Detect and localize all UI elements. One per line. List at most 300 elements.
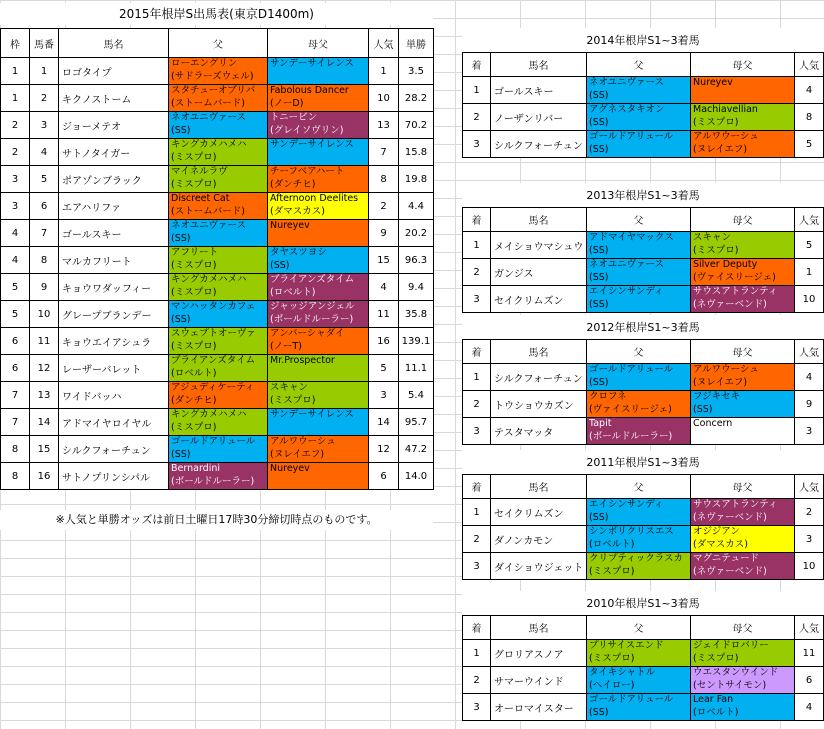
bms-cell [268,301,369,328]
past-sire-cell-line2: (SS) [589,299,609,310]
sire-cell-line1: スタチューオブリバ [171,85,256,96]
past-year-title-row [463,28,824,53]
past-header-cell: 父 [587,208,691,232]
bms-cell-line1: Mr.Prospector [270,355,335,366]
past-header-cell: 父 [587,340,691,364]
past-horse-name-cell: グロリアスノア [491,640,587,667]
bms-cell-line2: (ノーT) [270,341,302,352]
sire-cell-line1: ゴールドアリュール [171,436,256,447]
past-sire-cell-line2: (SS) [589,377,609,388]
past-sire-cell [587,553,691,580]
sire-cell-line2: (ストームバード) [171,98,245,109]
waku-cell: 4 [1,220,30,247]
bms-cell-line1: ブライアンズタイム [270,274,355,285]
sire-cell [169,463,268,490]
past-bms-cell [691,694,795,721]
odds-cell: 19.8 [399,166,434,193]
past-header-row [463,208,824,232]
past-sire-cell-line2: (SS) [589,512,609,523]
sire-cell-line2: (SS) [171,233,191,244]
past-results-table [462,183,824,313]
past-results-table [462,315,824,445]
odds-cell: 20.2 [399,220,434,247]
horse-name-cell: グレープブランデー [59,301,169,328]
horse-name-cell: サトノタイガー [59,139,169,166]
bms-cell-line1: アルワウーシュ [270,436,336,447]
past-sire-cell-line2: (ボールドルーラー) [589,431,673,442]
past-results-table [462,28,824,158]
entry-row [1,436,434,463]
past-bms-cell [691,131,795,158]
odds-cell: 139.1 [399,328,434,355]
past-sire-cell [587,499,691,526]
popularity-cell: 3 [369,382,399,409]
bms-cell-line1: Nureyev [270,463,310,474]
past-horse-name-cell: テスタマッタ [491,418,587,445]
past-row [463,364,824,391]
past-sire-cell-line1: クロフネ [589,391,627,402]
past-sire-cell-line1: シンボリクリスエス [589,526,674,537]
umaban-cell: 11 [30,328,59,355]
past-header-cell: 母父 [691,616,795,640]
past-bms-cell-line1: Concern [693,418,733,429]
umaban-cell: 4 [30,139,59,166]
sire-cell-line1: ブライアンズタイム [171,355,256,366]
past-popularity-cell: 3 [795,418,824,445]
horse-name-cell: レーザーバレット [59,355,169,382]
odds-cell: 96.3 [399,247,434,274]
past-sire-cell-line2: (SS) [589,144,609,155]
bms-cell [268,274,369,301]
past-bms-cell-line2: (ネヴァーベンド) [693,512,767,523]
entry-row [1,382,434,409]
popularity-cell: 13 [369,112,399,139]
odds-note: ※人気と単勝オッズは前日土曜日17時30分締切時点のものです。 [0,510,433,530]
past-bms-cell-line1: Machiavellian [693,104,758,115]
past-bms-cell-line2: (ネヴァーベンド) [693,566,767,577]
bms-cell [268,193,369,220]
past-year-title-row [463,315,824,340]
popularity-cell: 5 [369,355,399,382]
past-bms-cell [691,391,795,418]
entry-row [1,193,434,220]
bms-cell-line1: ジャッジアンジェル [270,301,355,312]
sire-cell-line2: (ミスプロ) [171,341,217,352]
waku-cell: 1 [1,85,30,112]
bms-cell [268,436,369,463]
umaban-cell: 7 [30,220,59,247]
popularity-cell: 1 [369,58,399,85]
header-cell: 馬名 [59,29,169,58]
rank-cell: 1 [463,640,491,667]
past-header-cell: 馬名 [491,53,587,77]
past-popularity-cell: 5 [795,232,824,259]
sire-cell-line1: Discreet Cat [171,193,230,204]
past-row [463,77,824,104]
bms-cell-line2: (ダマスカス) [270,206,325,217]
horse-name-cell: ロゴタイプ [59,58,169,85]
past-bms-cell-line2: (セントサイモン) [693,680,767,691]
bms-cell-line2: (ミスプロ) [270,395,316,406]
past-year-title-row [463,183,824,208]
umaban-cell: 6 [30,193,59,220]
horse-name-cell: キクノストーム [59,85,169,112]
sire-cell [169,274,268,301]
past-header-cell: 母父 [691,340,795,364]
odds-cell: 35.8 [399,301,434,328]
entry-row [1,139,434,166]
bms-cell-line2: (ヌレイエフ) [270,449,325,460]
umaban-cell: 16 [30,463,59,490]
past-header-cell: 着 [463,53,491,77]
past-row [463,667,824,694]
sire-cell-line2: (ミスプロ) [171,422,217,433]
entry-row [1,166,434,193]
popularity-cell: 9 [369,220,399,247]
sire-cell [169,166,268,193]
past-bms-cell-line2: (ロベルト) [693,707,739,718]
past-sire-cell-line2: (SS) [589,707,609,718]
past-header-cell: 母父 [691,475,795,499]
past-bms-cell-line2: (ヌレイエフ) [693,144,748,155]
past-header-cell: 人気 [795,475,824,499]
header-cell: 母父 [268,29,369,58]
sire-cell-line2: (ボールドルーラー) [171,476,255,487]
past-horse-name-cell: ゴールスキー [491,77,587,104]
past-sire-cell [587,364,691,391]
past-horse-name-cell: ガンジス [491,259,587,286]
entry-row [1,58,434,85]
rank-cell: 3 [463,418,491,445]
header-cell: 単勝 [399,29,434,58]
past-sire-cell [587,694,691,721]
umaban-cell: 1 [30,58,59,85]
waku-cell: 8 [1,463,30,490]
past-sire-cell [587,259,691,286]
bms-cell [268,58,369,85]
entry-row [1,112,434,139]
sire-cell-line2: (ミスプロ) [171,152,217,163]
waku-cell: 3 [1,166,30,193]
umaban-cell: 8 [30,247,59,274]
past-year-title: 2014年根岸S1~3着馬 [586,34,700,47]
past-header-cell: 着 [463,616,491,640]
sire-cell [169,301,268,328]
past-row [463,694,824,721]
bms-cell-line1: スキャン [270,382,309,393]
sire-cell-line2: (サドラーズウェル) [171,71,254,82]
rank-cell: 3 [463,286,491,313]
past-header-cell: 人気 [795,616,824,640]
past-sire-cell-line1: ネオユニヴァース [589,259,665,270]
page-title: 2015年根岸S出馬表(東京D1400m) [0,3,433,25]
popularity-cell: 7 [369,139,399,166]
bms-cell-line2: (ノーD) [270,98,304,109]
odds-cell: 70.2 [399,112,434,139]
past-sire-cell-line2: (SS) [589,272,609,283]
sire-cell-line2: (ロベルト) [171,368,217,379]
past-bms-cell [691,286,795,313]
horse-name-cell: シルクフォーチュン [59,436,169,463]
bms-cell [268,355,369,382]
rank-cell: 2 [463,391,491,418]
sire-cell-line1: キングカメハメハ [171,409,247,420]
popularity-cell: 16 [369,328,399,355]
past-bms-cell-line2: (ミスプロ) [693,245,739,256]
sire-cell-line2: (SS) [171,125,191,136]
sire-cell-line1: マンハッタンカフェ [171,301,256,312]
past-header-cell: 着 [463,340,491,364]
entry-row [1,85,434,112]
bms-cell [268,166,369,193]
past-row [463,553,824,580]
past-bms-cell-line1: Nureyev [693,77,733,88]
past-sire-cell [587,77,691,104]
past-results-table [462,591,824,721]
past-horse-name-cell: シルクフォーチュン [491,364,587,391]
sire-cell [169,58,268,85]
bms-cell-line2 [270,476,368,489]
past-bms-cell-line1: サウスアトランティ [693,286,778,297]
bms-cell-line2: (ボールドルーラー) [270,314,354,325]
waku-cell: 1 [1,58,30,85]
past-sire-cell-line1: プリサイスエンド [589,640,664,651]
entry-row [1,301,434,328]
bms-cell [268,328,369,355]
past-sire-cell [587,526,691,553]
rank-cell: 2 [463,104,491,131]
umaban-cell: 14 [30,409,59,436]
sire-cell-line1: マイネルラヴ [171,166,228,177]
past-year-title-row [463,591,824,616]
past-sire-cell-line1: アドマイヤマックス [589,232,674,243]
past-bms-cell-line1: アルワウーシュ [693,364,759,375]
header-cell: 枠 [1,29,30,58]
past-header-cell: 母父 [691,53,795,77]
past-sire-cell-line1: アグネスタキオン [589,104,665,115]
past-sire-cell-line2: (SS) [589,245,609,256]
odds-cell: 15.8 [399,139,434,166]
past-header-cell: 父 [587,53,691,77]
past-year-title: 2012年根岸S1~3着馬 [586,321,700,334]
bms-cell [268,220,369,247]
entry-row [1,409,434,436]
sire-cell-line2: (SS) [171,449,191,460]
past-row [463,499,824,526]
past-bms-cell-line2: (ネヴァーベンド) [693,299,767,310]
past-bms-cell [691,77,795,104]
horse-name-cell: ワイドバッハ [59,382,169,409]
sire-cell-line2: (ミスプロ) [171,287,217,298]
sire-cell-line2: (SS) [171,314,191,325]
past-bms-cell-line2: (ヴァイスリージェ) [693,272,776,283]
past-sire-cell-line1: Tapit [589,418,612,429]
past-popularity-cell: 2 [795,499,824,526]
past-year-title: 2011年根岸S1~3着馬 [586,456,700,469]
past-popularity-cell: 1 [795,259,824,286]
bms-cell [268,409,369,436]
waku-cell: 2 [1,139,30,166]
sire-cell [169,112,268,139]
horse-name-cell: ゴールスキー [59,220,169,247]
past-popularity-cell: 10 [795,553,824,580]
sire-cell [169,355,268,382]
header-cell: 馬番 [30,29,59,58]
past-bms-cell [691,418,795,445]
bms-cell [268,85,369,112]
waku-cell: 7 [1,409,30,436]
entry-table [0,28,434,490]
waku-cell: 8 [1,436,30,463]
bms-cell [268,139,369,166]
past-bms-cell-line1: サウスアトランティ [693,499,778,510]
rank-cell: 3 [463,131,491,158]
past-year-title: 2010年根岸S1~3着馬 [586,597,700,610]
popularity-cell: 10 [369,85,399,112]
past-sire-cell-line2: (ヘイロー) [589,680,635,691]
bms-cell-line2: (グレイソヴリン) [270,125,344,136]
bms-cell-line2 [270,422,368,435]
past-sire-cell [587,418,691,445]
umaban-cell: 5 [30,166,59,193]
horse-name-cell: キョウワダッフィー [59,274,169,301]
past-sire-cell-line2: (ロベルト) [589,539,635,550]
past-horse-name-cell: サマーウインド [491,667,587,694]
past-popularity-cell: 4 [795,694,824,721]
past-sire-cell-line2: (ミスプロ) [589,653,635,664]
sire-cell-line1: キングカメハメハ [171,274,247,285]
header-cell: 父 [169,29,268,58]
horse-name-cell: マルカフリート [59,247,169,274]
past-horse-name-cell: ダノンカモン [491,526,587,553]
rank-cell: 2 [463,259,491,286]
past-bms-cell-line1: オジジアン [693,526,740,537]
past-bms-cell-line2: (ヌレイエフ) [693,377,748,388]
past-popularity-cell: 6 [795,667,824,694]
sire-cell-line1: アジュディケーティ [171,382,255,393]
umaban-cell: 12 [30,355,59,382]
past-sire-cell [587,286,691,313]
entry-row [1,463,434,490]
past-header-cell: 人気 [795,53,824,77]
past-sire-cell-line1: ネオユニヴァース [589,77,665,88]
past-sire-cell-line2: (SS) [589,117,609,128]
past-bms-cell-line2 [693,90,794,103]
horse-name-cell: サトノプリンシパル [59,463,169,490]
waku-cell: 4 [1,247,30,274]
sire-cell [169,193,268,220]
past-row [463,232,824,259]
rank-cell: 2 [463,526,491,553]
waku-cell: 5 [1,301,30,328]
past-bms-cell-line2 [693,431,794,444]
sire-cell [169,436,268,463]
header-cell: 人気 [369,29,399,58]
past-sire-cell-line2: (ミスプロ) [589,566,635,577]
entry-row [1,328,434,355]
sire-cell [169,139,268,166]
past-sire-cell-line1: ゴールドアリュール [589,694,674,705]
sire-cell-line2: (ミスプロ) [171,260,217,271]
umaban-cell: 3 [30,112,59,139]
past-popularity-cell: 10 [795,286,824,313]
bms-cell-line1: サンデーサイレンス [270,139,354,150]
past-header-cell: 母父 [691,208,795,232]
sire-cell-line1: キングカメハメハ [171,139,247,150]
past-sire-cell [587,640,691,667]
sire-cell-line1: スウェプトオーヴァ [171,328,256,339]
past-header-row [463,53,824,77]
sire-cell [169,328,268,355]
past-header-cell: 着 [463,475,491,499]
sire-cell-line1: アフリート [171,247,219,258]
odds-cell: 9.4 [399,274,434,301]
bms-cell-line2 [270,71,368,84]
past-bms-cell-line1: Lear Fan [693,694,734,705]
horse-name-cell: ポアゾンブラック [59,166,169,193]
waku-cell: 3 [1,193,30,220]
past-popularity-cell: 3 [795,526,824,553]
past-row [463,131,824,158]
past-header-row [463,616,824,640]
past-popularity-cell: 4 [795,77,824,104]
odds-cell: 4.4 [399,193,434,220]
sire-cell-line1: ネオユニヴァース [171,112,247,123]
entry-header-row [1,29,434,58]
past-row [463,286,824,313]
past-bms-cell-line1: Silver Deputy [693,259,758,270]
rank-cell: 2 [463,667,491,694]
past-header-cell: 着 [463,208,491,232]
waku-cell: 6 [1,355,30,382]
past-header-cell: 人気 [795,340,824,364]
bms-cell [268,247,369,274]
past-header-cell: 父 [587,475,691,499]
odds-cell: 11.1 [399,355,434,382]
past-bms-cell [691,499,795,526]
past-header-cell: 人気 [795,208,824,232]
past-horse-name-cell: セイクリムズン [491,286,587,313]
past-sire-cell-line1: エイシンサンディ [589,286,664,297]
past-bms-cell [691,667,795,694]
past-header-cell: 馬名 [491,475,587,499]
waku-cell: 5 [1,274,30,301]
past-year-title-row [463,450,824,475]
past-header-cell: 馬名 [491,208,587,232]
past-bms-cell [691,104,795,131]
past-bms-cell [691,526,795,553]
past-sire-cell [587,131,691,158]
sire-cell-line1: ローエングリン [171,58,238,69]
past-horse-name-cell: トウショウカズン [491,391,587,418]
bms-cell-line2: (ロベルト) [270,287,316,298]
popularity-cell: 14 [369,409,399,436]
past-row [463,526,824,553]
popularity-cell: 6 [369,463,399,490]
past-bms-cell-line1: ウエスタンウインド [693,667,779,678]
popularity-cell: 2 [369,193,399,220]
past-row [463,418,824,445]
bms-cell-line1: Nureyev [270,220,310,231]
entry-row [1,247,434,274]
sire-cell-line2: (ダンチヒ) [171,395,217,406]
popularity-cell: 12 [369,436,399,463]
past-bms-cell [691,364,795,391]
past-sire-cell-line1: タイキシャトル [589,667,656,678]
past-bms-cell-line1: スキャン [693,232,732,243]
horse-name-cell: アドマイヤロイヤル [59,409,169,436]
waku-cell: 6 [1,328,30,355]
